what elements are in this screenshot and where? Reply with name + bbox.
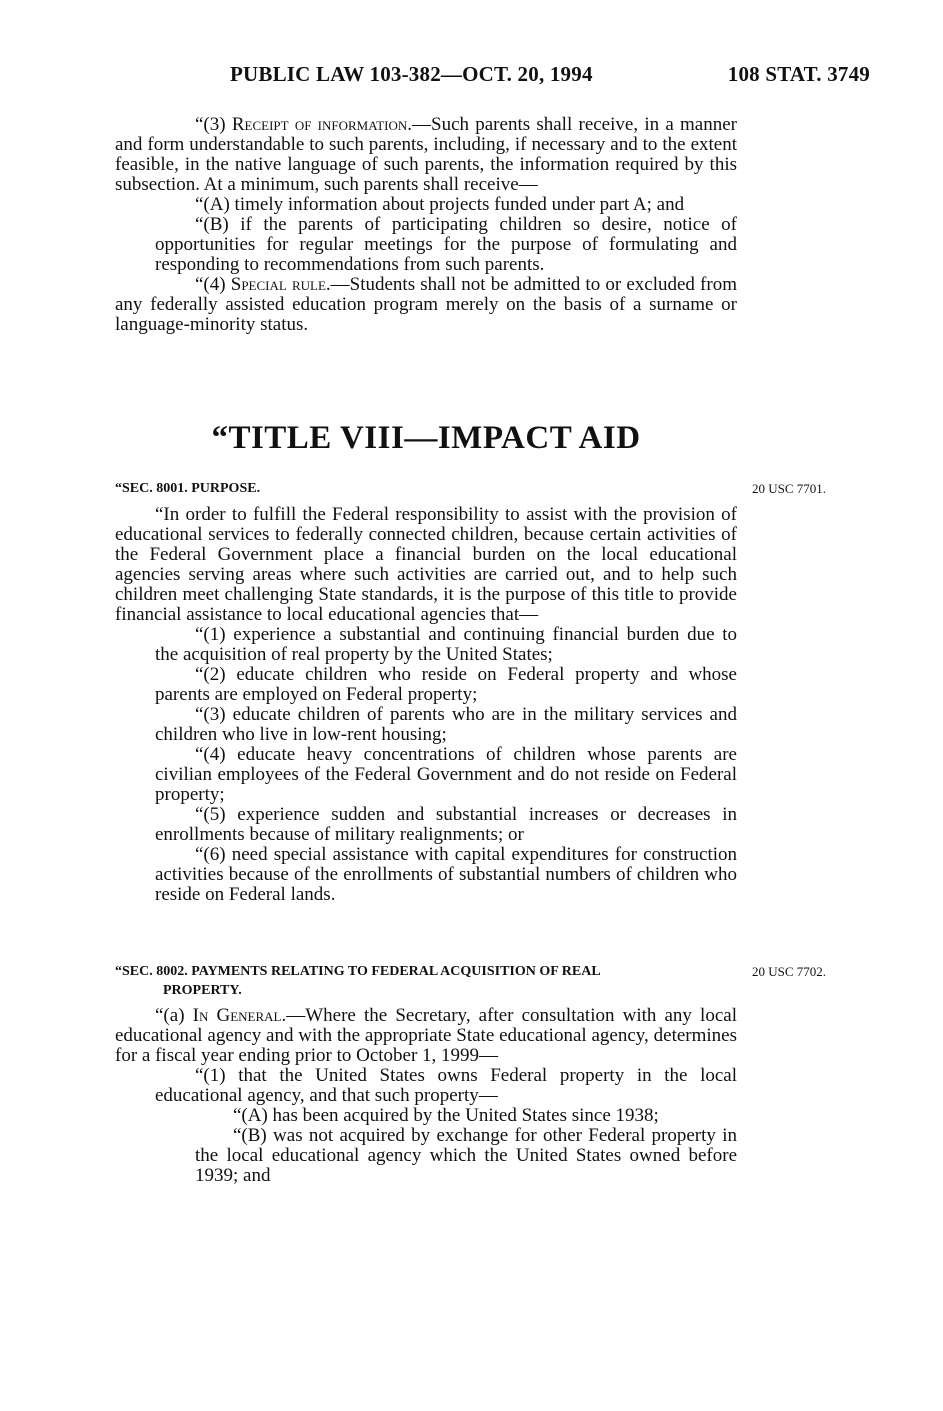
section-8002-body [115,1006,737,1186]
purpose-item-1: “(1) experience a substantial and continuing financial burden due to the acquisition of real property by the United States; [155,624,737,665]
section-8002-heading: “SEC. 8002. PAYMENTS RELATING TO FEDERAL ACQUISITION OF REAL PROPERTY. [115,964,601,998]
purpose-item-4: “(4) educate heavy concentrations of children whose parents are civilian employees of the Federal Government and do not reside on Federal property; [155,744,737,805]
margin-note-7701: 20 USC 7701. [752,481,827,496]
title-heading: “TITLE VIII—IMPACT AID [211,420,641,456]
subparagraph-a-timely: “(A) timely information about projects funded under part A; and [195,194,685,215]
section-8001-body [115,505,737,905]
subsection-a-heading: In General. [192,1005,287,1026]
subsection-a-subparagraph-b: “(B) was not acquired by exchange for other Federal property in the local educational agency which the United States owned before 1939; and [195,1125,737,1186]
purpose-item-5: “(5) experience sudden and substantial increases or decreases in enrollments because of military realignments; or [155,804,737,845]
section-8001-intro: “In order to fulfill the Federal responsibility to assist with the provision of educational services to federally connected children, because certain activities of the Federal Government place a financial burden on the local educational agencies serving areas where such activities are carried out, and to help such children meet challenging State standards, it is the purpose of this title to provide financial assistance to local educational agencies that— [115,504,737,625]
subsection-a-general: “(a) In General.—Where the Secretary, after consultation with any local educational agency and with the appropriate State educational agency, determines for a fiscal year ending prior to October 1, 1999— [115,1005,737,1066]
subparagraph-b-meetings: “(B) if the parents of participating children so desire, notice of opportunities for regular meetings for the purpose of formulating and responding to recommendations from such parents. [155,214,737,275]
header-law-citation: PUBLIC LAW 103-382—OCT. 20, 1994 [230,62,593,86]
paragraph-3-heading: Receipt of information. [231,114,412,135]
paragraph-3-receipt: “(3) Receipt of information.—Such parents shall receive, in a manner and form understandable to such parents, including, if necessary and to the extent feasible, in the native language of such parents, the information required by this subsection. At a minimum, such parents shall receive— [115,114,738,195]
subsection-a-subparagraph-a: “(A) has been acquired by the United States since 1938; [233,1105,659,1126]
purpose-item-3: “(3) educate children of parents who are in the military services and children who live in low-rent housing; [155,704,737,745]
purpose-item-2: “(2) educate children who reside on Federal property and whose parents are employed on Federal property; [155,664,737,705]
header-statute-page: 108 STAT. 3749 [727,62,870,86]
subsection-a-paragraph-1: “(1) that the United States owns Federal property in the local educational agency, and that such property— [155,1065,737,1106]
paragraph-4-special-rule: “(4) Special rule.—Students shall not be admitted to or excluded from any federally assisted education program merely on the basis of a surname or language-minority status. [115,274,737,335]
block-parental-info [115,115,737,335]
purpose-item-6: “(6) need special assistance with capital expenditures for construction activities because of the enrollments of substantial numbers of children who reside on Federal lands. [155,844,737,905]
margin-note-7702: 20 USC 7702. [752,964,827,979]
section-8001-heading: “SEC. 8001. PURPOSE. [115,481,261,496]
paragraph-4-heading: Special rule. [230,274,331,295]
